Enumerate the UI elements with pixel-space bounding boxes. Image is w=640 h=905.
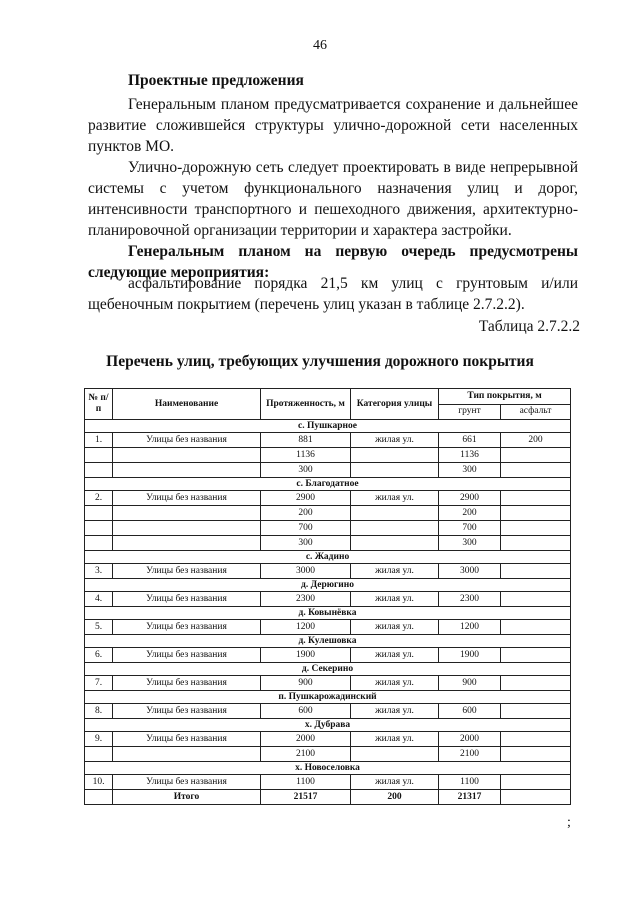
- header-num: № п/п: [85, 389, 113, 420]
- section-title: Проектные предложения: [128, 72, 304, 89]
- cell-length: 2900: [261, 491, 351, 506]
- cell-length: 600: [261, 704, 351, 719]
- table-row: [85, 704, 571, 719]
- settlement-name: с. Пушкарное: [85, 420, 571, 433]
- cell-name: Улицы без названия: [113, 676, 261, 691]
- cell-length: 1100: [261, 775, 351, 790]
- table-row: [85, 491, 571, 506]
- cell-ground: 661: [439, 433, 501, 448]
- cell-category: жилая ул.: [351, 433, 439, 448]
- cell-asphalt: [501, 592, 571, 607]
- settlement-name: д. Секерино: [85, 663, 571, 676]
- header-ground: грунт: [439, 404, 501, 420]
- cell-name: Улицы без названия: [113, 704, 261, 719]
- cell-name: Улицы без названия: [113, 620, 261, 635]
- cell-asphalt: [501, 620, 571, 635]
- cell-category: [351, 536, 439, 551]
- total-row: [85, 790, 571, 805]
- cell-ground: 1200: [439, 620, 501, 635]
- cell-num: 5.: [85, 620, 113, 635]
- cell-length: 200: [261, 506, 351, 521]
- settlement-row: [85, 420, 571, 433]
- settlement-name: х. Дубрава: [85, 719, 571, 732]
- settlement-name: х. Новоселовка: [85, 762, 571, 775]
- settlement-row: [85, 579, 571, 592]
- cell-category: [351, 448, 439, 463]
- cell-ground: 600: [439, 704, 501, 719]
- cell-ground: 300: [439, 463, 501, 478]
- cell-category: жилая ул.: [351, 732, 439, 747]
- total-asphalt: [501, 790, 571, 805]
- cell-category: жилая ул.: [351, 704, 439, 719]
- cell-asphalt: [501, 747, 571, 762]
- cell-name: Улицы без названия: [113, 775, 261, 790]
- total-category: 200: [351, 790, 439, 805]
- cell-num: [85, 506, 113, 521]
- table-row: [85, 732, 571, 747]
- cell-name: Улицы без названия: [113, 433, 261, 448]
- cell-name: [113, 463, 261, 478]
- cell-asphalt: [501, 491, 571, 506]
- total-ground: 21317: [439, 790, 501, 805]
- cell-category: [351, 521, 439, 536]
- cell-ground: 2100: [439, 747, 501, 762]
- cell-length: 700: [261, 521, 351, 536]
- first-stage-item: асфальтирование порядка 21,5 км улиц с грунтовым и/или щебеночным покрытием (перечень улиц указан в таблице 2.7.2.2).: [88, 275, 578, 313]
- settlement-row: [85, 663, 571, 676]
- table-row: [85, 747, 571, 762]
- header-category: Категория улицы: [351, 389, 439, 420]
- cell-category: жилая ул.: [351, 648, 439, 663]
- cell-name: Улицы без названия: [113, 648, 261, 663]
- cell-length: 2000: [261, 732, 351, 747]
- cell-length: 2100: [261, 747, 351, 762]
- cell-asphalt: [501, 676, 571, 691]
- table-title: Перечень улиц, требующих улучшения дорожного покрытия: [106, 353, 534, 370]
- cell-ground: 2900: [439, 491, 501, 506]
- total-length: 21517: [261, 790, 351, 805]
- cell-asphalt: [501, 506, 571, 521]
- cell-length: 300: [261, 463, 351, 478]
- settlement-row: [85, 478, 571, 491]
- paragraph-road-network: Улично-дорожную сеть следует проектировать в виде непрерывной системы с учетом функционального назначения улиц и дорог, интенсивности транспортного и пешеходного движения, архитектурно-планировочной организации территории и характера застройки.: [88, 159, 578, 239]
- table-row: [85, 433, 571, 448]
- cell-num: [85, 521, 113, 536]
- header-length: Протяженность, м: [261, 389, 351, 420]
- cell-asphalt: [501, 521, 571, 536]
- roads-table: [84, 388, 571, 805]
- settlement-row: [85, 719, 571, 732]
- cell-name: [113, 448, 261, 463]
- table-row: [85, 775, 571, 790]
- cell-num: [85, 747, 113, 762]
- page-number: 46: [313, 38, 327, 53]
- cell-category: [351, 463, 439, 478]
- first-stage-title: Генеральным планом на первую очередь предусмотрены следующие мероприятия:: [88, 243, 578, 281]
- cell-category: жилая ул.: [351, 775, 439, 790]
- table-row: [85, 564, 571, 579]
- cell-name: Улицы без названия: [113, 592, 261, 607]
- cell-category: жилая ул.: [351, 676, 439, 691]
- corner-mark: ;: [567, 815, 571, 830]
- cell-ground: 1900: [439, 648, 501, 663]
- cell-num: [85, 463, 113, 478]
- settlement-row: [85, 635, 571, 648]
- settlement-name: д. Кулешовка: [85, 635, 571, 648]
- table-row: [85, 648, 571, 663]
- table-row: [85, 536, 571, 551]
- settlement-name: д. Ковынёвка: [85, 607, 571, 620]
- cell-length: 3000: [261, 564, 351, 579]
- cell-ground: 700: [439, 521, 501, 536]
- table-row: [85, 521, 571, 536]
- cell-asphalt: 200: [501, 433, 571, 448]
- cell-asphalt: [501, 648, 571, 663]
- cell-ground: 200: [439, 506, 501, 521]
- cell-asphalt: [501, 775, 571, 790]
- header-surface: Тип покрытия, м: [439, 389, 571, 405]
- cell-num: 4.: [85, 592, 113, 607]
- cell-category: [351, 747, 439, 762]
- cell-num: 9.: [85, 732, 113, 747]
- header-name: Наименование: [113, 389, 261, 420]
- cell-length: 2300: [261, 592, 351, 607]
- settlement-name: с. Жадино: [85, 551, 571, 564]
- cell-length: 1136: [261, 448, 351, 463]
- cell-name: [113, 747, 261, 762]
- cell-ground: 900: [439, 676, 501, 691]
- settlement-row: [85, 691, 571, 704]
- settlement-name: д. Дерюгино: [85, 579, 571, 592]
- cell-name: [113, 506, 261, 521]
- paragraph-general-plan: Генеральным планом предусматривается сохранение и дальнейшее развитие сложившейся структуры улично-дорожной сети населенных пунктов МО.: [88, 96, 578, 155]
- cell-category: жилая ул.: [351, 564, 439, 579]
- table-row: [85, 592, 571, 607]
- cell-num: 10.: [85, 775, 113, 790]
- header-asphalt: асфальт: [501, 404, 571, 420]
- cell-category: жилая ул.: [351, 491, 439, 506]
- cell-asphalt: [501, 448, 571, 463]
- cell-length: 900: [261, 676, 351, 691]
- cell-name: Улицы без названия: [113, 732, 261, 747]
- table-label: Таблица 2.7.2.2: [478, 318, 580, 335]
- settlement-row: [85, 762, 571, 775]
- cell-num: [85, 536, 113, 551]
- settlement-row: [85, 607, 571, 620]
- cell-category: жилая ул.: [351, 620, 439, 635]
- cell-num: 7.: [85, 676, 113, 691]
- table-row: [85, 506, 571, 521]
- cell-num: 6.: [85, 648, 113, 663]
- cell-length: 881: [261, 433, 351, 448]
- settlement-name: п. Пушкарожадинский: [85, 691, 571, 704]
- cell-name: [113, 521, 261, 536]
- cell-name: Улицы без названия: [113, 491, 261, 506]
- settlement-name: с. Благодатное: [85, 478, 571, 491]
- cell-asphalt: [501, 732, 571, 747]
- cell-num: 8.: [85, 704, 113, 719]
- cell-category: жилая ул.: [351, 592, 439, 607]
- cell-category: [351, 506, 439, 521]
- total-label: Итого: [113, 790, 261, 805]
- cell-ground: 2300: [439, 592, 501, 607]
- table-row: [85, 448, 571, 463]
- cell-num: 1.: [85, 433, 113, 448]
- cell-ground: 3000: [439, 564, 501, 579]
- cell-asphalt: [501, 536, 571, 551]
- cell-asphalt: [501, 564, 571, 579]
- cell-ground: 1100: [439, 775, 501, 790]
- table-row: [85, 620, 571, 635]
- cell-length: 1900: [261, 648, 351, 663]
- cell-length: 300: [261, 536, 351, 551]
- settlement-row: [85, 551, 571, 564]
- table-row: [85, 676, 571, 691]
- cell-name: [113, 536, 261, 551]
- cell-ground: 1136: [439, 448, 501, 463]
- cell-length: 1200: [261, 620, 351, 635]
- cell-ground: 2000: [439, 732, 501, 747]
- cell-num: 3.: [85, 564, 113, 579]
- table-row: [85, 463, 571, 478]
- cell-asphalt: [501, 463, 571, 478]
- cell-ground: 300: [439, 536, 501, 551]
- total-empty: [85, 790, 113, 805]
- cell-asphalt: [501, 704, 571, 719]
- cell-name: Улицы без названия: [113, 564, 261, 579]
- cell-num: [85, 448, 113, 463]
- roads-table-body: [85, 420, 571, 805]
- cell-num: 2.: [85, 491, 113, 506]
